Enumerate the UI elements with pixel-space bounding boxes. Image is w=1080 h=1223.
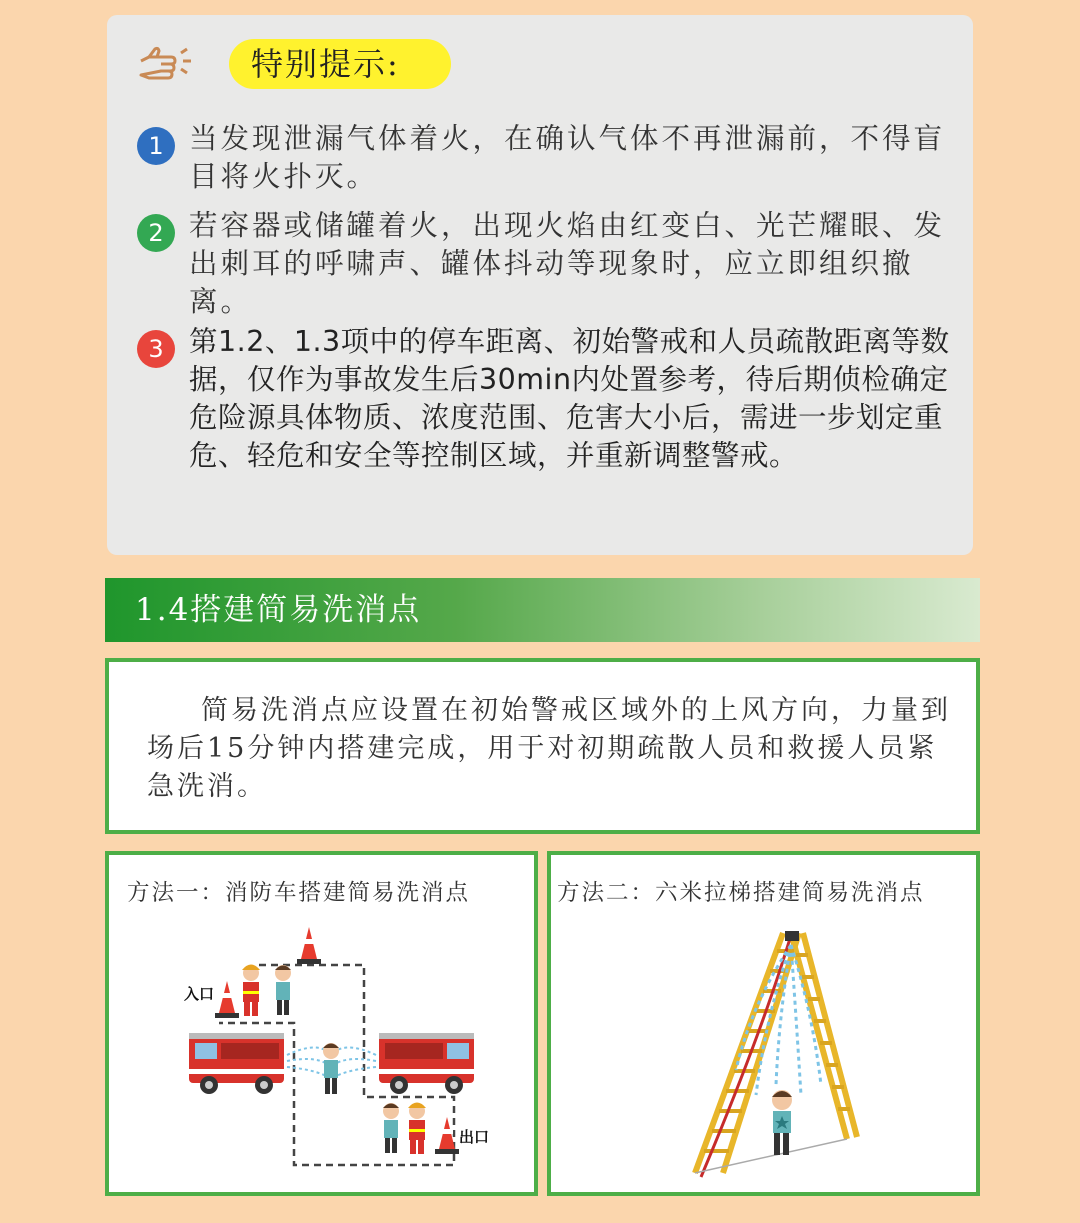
fire-truck-left-icon [189,1033,284,1094]
person-icon [772,1090,792,1155]
exit-label: 出口 [459,1128,490,1146]
tip-number-badge: 2 [137,214,175,252]
method-one-panel [105,851,538,1196]
tip-text: 当发现泄漏气体着火，在确认气体不再泄漏前，不得盲目将火扑灭。 [189,122,946,193]
person-icon [323,1043,339,1094]
tip-text: 若容器或储罐着火，出现火焰由红变白、光芒耀眼、发出刺耳的呼啸声、罐体抖动等现象时，应立即组织撤离。 [189,209,946,318]
firefighter-icon [408,1103,426,1155]
tip-number-badge: 3 [137,330,175,368]
tip-text: 第1.2、1.3项中的停车距离、初始警戒和人员疏散距离等数据，仅作为事故发生后30min内处置参考，待后期侦检确定危险源具体物质、浓度范围、危害大小后，需进一步划定重危、轻危和安全等控制区域，并重新调整警戒。 [189,325,950,472]
method-two-panel [547,851,980,1196]
description-text: 简易洗消点应设置在初始警戒区域外的上风方向，力量到场后15分钟内搭建完成，用于对初期疏散人员和救援人员紧急洗消。 [147,695,951,802]
tip-number-badge: 1 [137,127,175,165]
traffic-cone-icon [215,981,239,1018]
person-icon [275,965,291,1015]
fire-truck-decon-illustration [109,855,534,1192]
section-header-bar [105,578,980,642]
person-icon [383,1103,399,1153]
section-title: 1.4搭建简易洗消点 [135,592,422,628]
method-two-title: 方法二：六米拉梯搭建简易洗消点 [557,880,925,906]
pointing-hand-icon [137,45,199,89]
special-tips-card [107,15,973,555]
tips-title: 特别提示: [229,39,451,89]
description-box [105,658,980,834]
ladder-decon-illustration [551,855,976,1192]
traffic-cone-icon [297,927,321,964]
entry-label: 入口 [184,985,215,1003]
traffic-cone-icon [435,1117,459,1154]
method-one-title: 方法一：消防车搭建简易洗消点 [127,880,471,906]
firefighter-icon [242,965,260,1017]
fire-truck-right-icon [379,1033,474,1094]
